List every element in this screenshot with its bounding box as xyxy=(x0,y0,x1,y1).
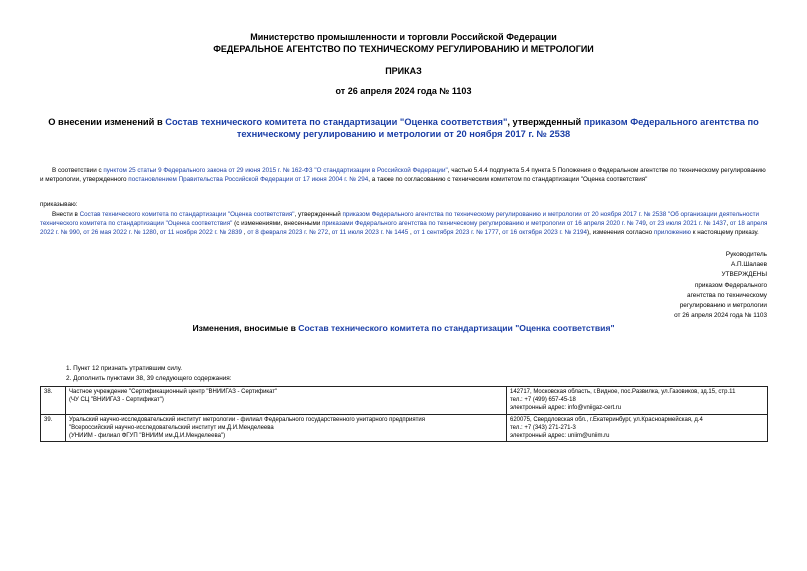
approved-line-2: агентства по техническому xyxy=(687,291,767,299)
signer-name: А.П.Шалаев xyxy=(730,261,767,269)
org-name-line: Частное учреждение "Сертификационный центр "ВНИИГАЗ - Сертификат" xyxy=(69,389,278,395)
directive-link-amend-990[interactable]: от 18 апреля 2022 г. № 990 xyxy=(40,220,768,236)
directive-link-amend-1437[interactable]: от 23 июля 2021 г. № 1437 xyxy=(649,220,727,227)
ministry-name: Министерство промышленности и торговли Российской Федерации xyxy=(250,32,557,42)
preamble-text-2: , частью 5.4.4 подпункта 5.4 пункта 5 Положения о Федеральном агентстве по техническому регулированию и метрологии, утвержденного xyxy=(40,167,766,183)
directive-link-amend-2194[interactable]: от 16 октября 2023 г. № 2194 xyxy=(502,229,587,236)
org-name-cell xyxy=(66,387,507,415)
directive-sep: , xyxy=(498,229,503,236)
change-item: 1. Пункт 12 признать утратившим силу. xyxy=(66,365,183,372)
directive-sep: , xyxy=(242,229,248,236)
approved-label: УТВЕРЖДЕНЫ xyxy=(721,271,767,279)
directive-sep: , xyxy=(328,229,332,236)
preamble-link-law[interactable]: пунктом 25 статьи 9 Федерального закона от 29 июня 2015 г. № 162-ФЗ "О стандартизации в Российской Федерации" xyxy=(103,167,448,174)
annex-title xyxy=(40,322,767,334)
org-name-line: Уральский научно-исследовательский институт метрологии - филиал Федерального государственного унитарного предприятия xyxy=(69,416,425,423)
preamble-text-1: В соответствии с xyxy=(52,167,104,174)
directive-link-amend-1445[interactable]: от 11 июля 2023 г. № 1445 xyxy=(331,229,409,236)
directive-link-amend-272[interactable]: от 8 февраля 2023 г. № 272 xyxy=(247,229,329,236)
preamble-paragraph xyxy=(40,166,768,184)
title-text-1: О внесении изменений в xyxy=(48,117,166,127)
agency-name: ФЕДЕРАЛЬНОЕ АГЕНТСТВО ПО ТЕХНИЧЕСКОМУ РЕГУЛИРОВАНИЮ И МЕТРОЛОГИИ xyxy=(213,44,594,54)
doc-title xyxy=(40,116,767,140)
row-number: 39. xyxy=(41,414,66,442)
directive-paragraph xyxy=(40,210,768,237)
org-contact-cell xyxy=(507,387,768,415)
directive-link-annex[interactable]: приложению xyxy=(653,229,691,236)
org-address: 620075, Свердловская обл., г.Екатеринбург, ул.Красноармейская, д.4 xyxy=(510,416,703,423)
title-link-composition[interactable]: Состав технического комитета по стандартизации "Оценка соответствия" xyxy=(165,117,508,127)
directive-link-amend-1777[interactable]: от 1 сентября 2023 г. № 1777 xyxy=(413,229,499,236)
signer-role: Руководитель xyxy=(725,251,767,258)
org-address: 142717, Московская область, г.Видное, пос.Развилка, ул.Газовиков, зд.15, стр.11 xyxy=(510,389,736,395)
org-phone: тел.: +7 (499) 657-45-18 xyxy=(510,397,576,404)
directive-sep: , xyxy=(79,229,84,236)
signature-block xyxy=(674,250,767,321)
org-name-line: (УНИИМ - филиал ФГУП "ВНИИМ им.Д.И.Менделеева") xyxy=(69,433,226,440)
directive-link-order-title[interactable]: "Об организации деятельности технического комитета по стандартизации "Оценка соответствия" xyxy=(40,211,760,227)
approved-line-3: регулированию и метрологии xyxy=(679,302,767,310)
doc-date: от 26 апреля 2024 года № 1103 xyxy=(335,86,472,96)
directive-text-2: , утвержденный xyxy=(294,211,343,218)
directive-link-composition[interactable]: Состав технического комитета по стандартизации "Оценка соответствия" xyxy=(79,211,295,218)
title-text-2: , утвержденный xyxy=(507,117,584,127)
annex-title-link[interactable]: Состав технического комитета по стандартизации "Оценка соответствия" xyxy=(298,323,615,333)
directive-text-3: (с изменениями, внесенными xyxy=(232,220,323,227)
directive-link-amend-749[interactable]: приказами Федерального агентства по техническому регулированию и метрологии от 16 апреля 2020 г. № 749 xyxy=(322,220,646,227)
directive-link-amend-2839[interactable]: от 11 ноября 2022 г. № 2839 xyxy=(159,229,243,236)
order-word: приказываю: xyxy=(40,201,78,208)
org-name-line: (ЧУ СЦ "ВНИИГАЗ - Сертификат") xyxy=(69,397,164,404)
directive-text-1: Внести в xyxy=(52,211,80,218)
table-row xyxy=(41,414,768,442)
doc-type: ПРИКАЗ xyxy=(385,66,422,76)
org-contact-cell xyxy=(507,414,768,442)
directive-sep: , xyxy=(408,229,414,236)
org-phone: тел.: +7 (343) 271-271-3 xyxy=(510,424,576,431)
org-email: электронный адрес: info@vniigaz-cert.ru xyxy=(510,405,622,412)
directive-link-order-2538[interactable]: приказом Федерального агентства по техническому регулированию и метрологии от 20 ноября 2017 г. № 2538 xyxy=(342,211,667,218)
row-number: 38. xyxy=(41,387,66,415)
approved-line-1: приказом Федерального xyxy=(694,281,767,289)
preamble-link-decree[interactable]: постановлением Правительства Российской Федерации от 17 июня 2004 г. № 294 xyxy=(128,176,369,183)
directive-link-amend-1280[interactable]: от 26 мая 2022 г. № 1280 xyxy=(83,229,157,236)
preamble-text-3: , а также по согласованию с техническим комитетом по стандартизации "Оценка соответствия" xyxy=(368,176,648,183)
directive-text-12: ), изменения согласно xyxy=(587,229,654,236)
directive-sep: , xyxy=(156,229,160,236)
approved-line-4: от 26 апреля 2024 года № 1103 xyxy=(674,312,767,320)
org-email: электронный адрес: uniim@uniim.ru xyxy=(510,433,610,440)
directive-text-13: к настоящему приказу. xyxy=(690,229,759,236)
table-row xyxy=(41,387,768,415)
directive-sep: , xyxy=(645,220,650,227)
change-item: 2. Дополнить пунктами 38, 39 следующего содержания: xyxy=(66,375,232,382)
annex-title-text: Изменения, вносимые в xyxy=(192,323,299,333)
org-name-line: "Всероссийский научно-исследовательский институт им.Д.И.Менделеева xyxy=(69,424,274,431)
org-name-cell xyxy=(66,414,507,442)
directive-sep: , xyxy=(726,220,730,227)
title-link-order[interactable]: приказом Федерального агентства по техническому регулированию и метрологии от 20 ноября 2017 г. № 2538 xyxy=(236,117,759,139)
members-table xyxy=(40,386,768,442)
